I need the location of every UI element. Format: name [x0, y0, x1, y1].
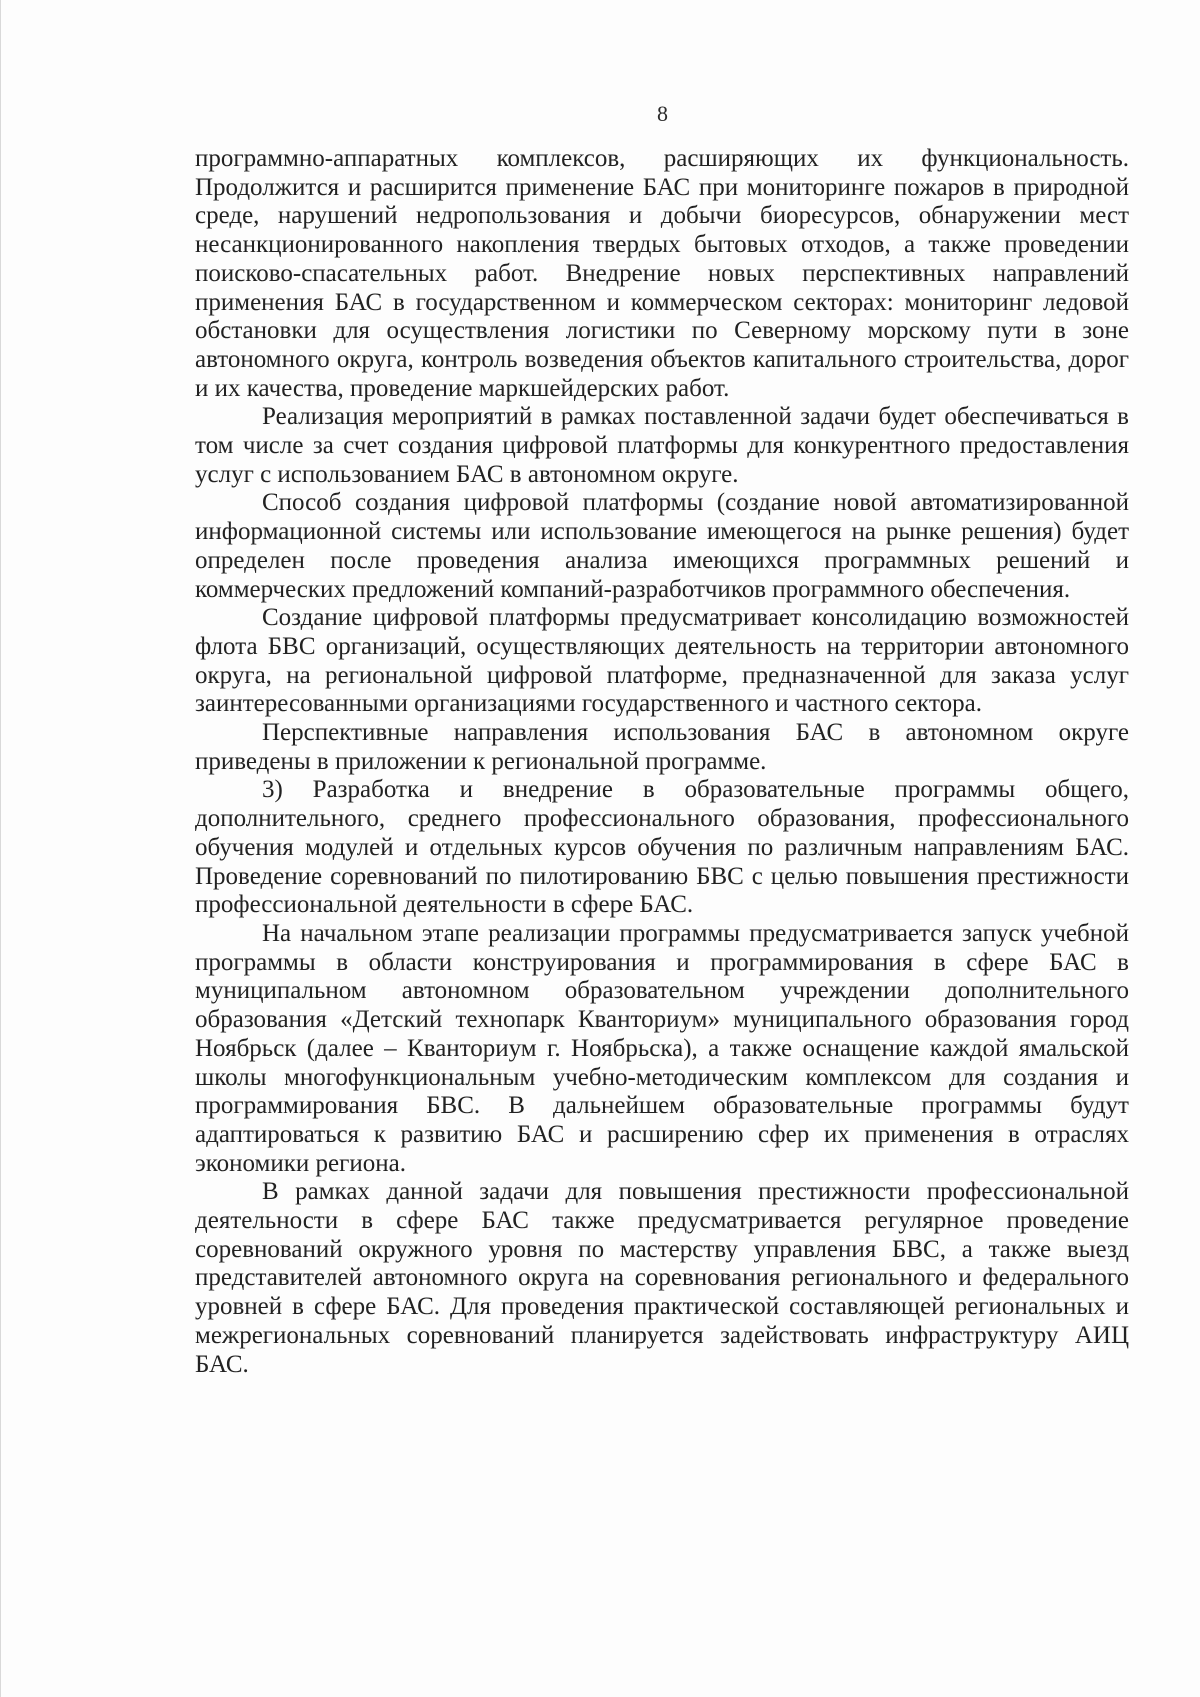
paragraph-6: 3) Разработка и внедрение в образовательные программы общего, дополнительного, среднего профессионального образования, профессионального обучения модулей и отдельных курсов обучения по различным направлениям БАС. Проведение соревнований по пилотированию БВС с целью повышения престижности профессиональной деятельности в сфере БАС. — [195, 776, 1129, 919]
paragraph-8: В рамках данной задачи для повышения престижности профессиональной деятельности в сфере БАС также предусматривается регулярное проведение соревнований окружного уровня по мастерству управления БВС, а также выезд представителей автономного округа на соревнования регионального и федерального уровней в сфере БАС. Для проведения практической составляющей региональных и межрегиональных соревнований планируется задействовать инфраструктуру АИЦ БАС. — [195, 1178, 1129, 1378]
paragraph-3: Способ создания цифровой платформы (создание новой автоматизированной информационной системы или использование имеющегося на рынке решения) будет определен после проведения анализа имеющихся программных решений и коммерческих предложений компаний-разработчиков программного обеспечения. — [195, 489, 1129, 603]
paragraph-5: Перспективные направления использования БАС в автономном округе приведены в приложении к региональной программе. — [195, 719, 1129, 775]
paragraph-7: На начальном этапе реализации программы предусматривается запуск учебной программы в области конструирования и программирования в сфере БАС в муниципальном автономном образовательном учреждении дополнительного образования «Детский технопарк Кванториум» муниципального образования город Ноябрьск (далее – Кванториум г. Ноябрьска), а также оснащение каждой ямальской школы многофункциональным учебно-методическим комплексом для создания и программирования БВС. В дальнейшем образовательные программы будут адаптироваться к развитию БАС и расширению сфер их применения в отраслях экономики региона. — [195, 919, 1129, 1177]
paragraph-4: Создание цифровой платформы предусматривает консолидацию возможностей флота БВС организаций, осуществляющих деятельность на территории автономного округа, на региональной цифровой платформе, предназначенной для заказа услуг заинтересованными организациями государственного и частного сектора. — [195, 604, 1129, 718]
paragraph-1: программно-аппаратных комплексов, расширяющих их функциональность. Продолжится и расширится применение БАС при мониторинге пожаров в природной среде, нарушений недропользования и добычи биоресурсов, обнаружении мест несанкционированного накопления твердых бытовых отходов, а также проведении поисково-спасательных работ. Внедрение новых перспективных направлений применения БАС в государственном и коммерческом секторах: мониторинг ледовой обстановки для осуществления логистики по Северному морскому пути в зоне автономного округа, контроль возведения объектов капитального строительства, дорог и их качества, проведение маркшейдерских работ. — [195, 145, 1129, 402]
paragraph-2: Реализация мероприятий в рамках поставленной задачи будет обеспечиваться в том числе за счет создания цифровой платформы для конкурентного предоставления услуг с использованием БАС в автономном округе. — [195, 403, 1129, 488]
body-text — [195, 145, 1129, 1379]
page-number: 8 — [657, 101, 668, 126]
